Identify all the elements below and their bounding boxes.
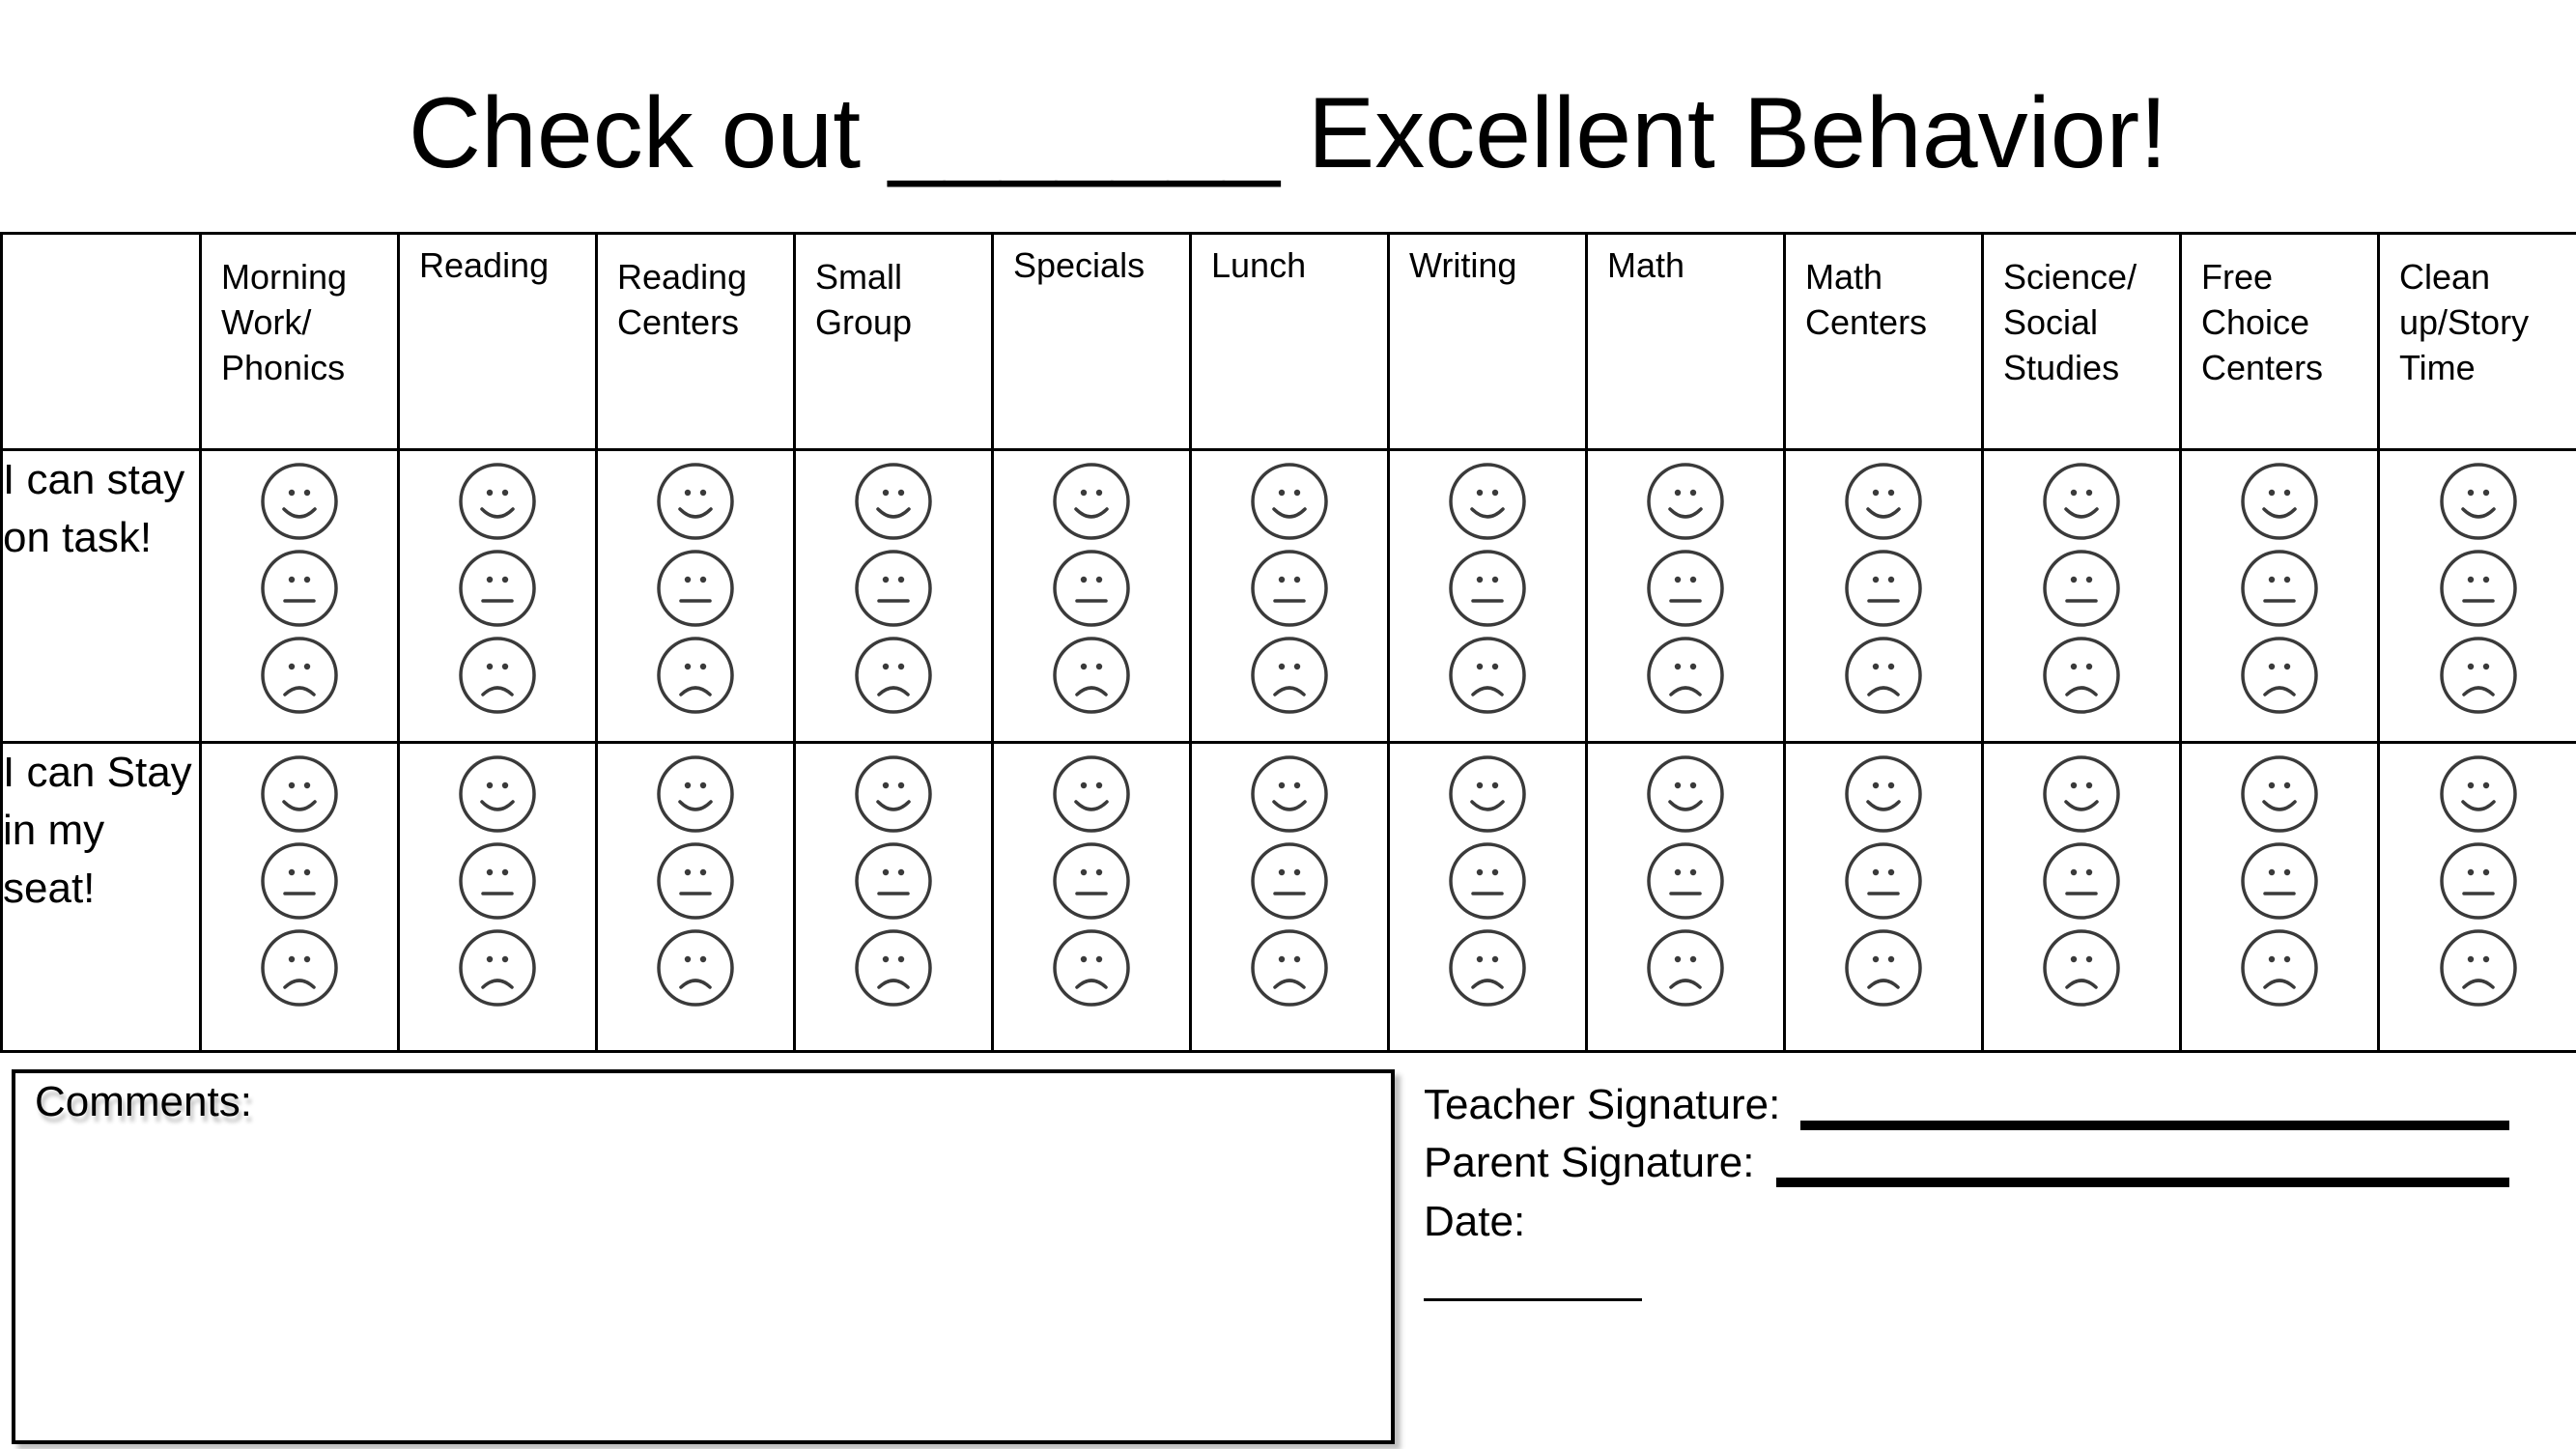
neutral-face-icon[interactable] [1843,840,1924,922]
smiley-face-icon[interactable] [853,753,934,835]
smiley-face-icon[interactable] [457,461,538,542]
smiley-face-icon[interactable] [1051,753,1132,835]
neutral-face-icon[interactable] [2438,840,2519,922]
smiley-face-icon[interactable] [1645,461,1726,542]
date-label: Date: [1424,1198,1526,1245]
rating-cell [1983,743,2181,1052]
rating-cell [1785,743,1983,1052]
frowning-face-icon[interactable] [1447,635,1528,716]
neutral-face-icon[interactable] [655,840,736,922]
neutral-face-icon[interactable] [1051,840,1132,922]
column-header-label: Science/ Social Studies [2003,257,2137,387]
neutral-face-icon[interactable] [457,548,538,629]
column-header [993,234,1191,450]
teacher-signature-line[interactable] [1800,1121,2509,1130]
parent-signature-line[interactable] [1776,1178,2509,1187]
frowning-face-icon[interactable] [457,927,538,1009]
column-header [1587,234,1785,450]
rating-cell [1587,743,1785,1052]
neutral-face-icon[interactable] [1249,840,1330,922]
neutral-face-icon[interactable] [1447,548,1528,629]
frowning-face-icon[interactable] [1843,635,1924,716]
rating-cell [1191,450,1389,743]
smiley-face-icon[interactable] [1447,753,1528,835]
rating-cell [1785,450,1983,743]
column-header-label: Math [1607,245,1685,285]
rating-cell [1191,743,1389,1052]
smiley-face-icon[interactable] [655,461,736,542]
behavior-chart [0,232,2576,1053]
frowning-face-icon[interactable] [2239,927,2320,1009]
frowning-face-icon[interactable] [853,635,934,716]
rating-cell [597,743,795,1052]
rating-cell [201,450,399,743]
column-header [795,234,993,450]
smiley-face-icon[interactable] [1249,753,1330,835]
parent-signature-label: Parent Signature: [1424,1139,1755,1186]
neutral-face-icon[interactable] [1843,548,1924,629]
frowning-face-icon[interactable] [655,927,736,1009]
neutral-face-icon[interactable] [1249,548,1330,629]
column-header-label: Free Choice Centers [2201,257,2324,387]
rating-cell [993,743,1191,1052]
date-line[interactable] [1424,1298,1642,1301]
smiley-face-icon[interactable] [2041,461,2122,542]
neutral-face-icon[interactable] [259,840,340,922]
row-label: I can Stay in my seat! [2,743,201,1052]
column-header [201,234,399,450]
neutral-face-icon[interactable] [655,548,736,629]
column-header [1389,234,1587,450]
smiley-face-icon[interactable] [259,753,340,835]
rating-cell [1587,450,1785,743]
rating-cell [1983,450,2181,743]
smiley-face-icon[interactable] [2438,461,2519,542]
neutral-face-icon[interactable] [1645,840,1726,922]
corner-cell [2,234,201,450]
smiley-face-icon[interactable] [655,753,736,835]
neutral-face-icon[interactable] [2438,548,2519,629]
page-title: Check out _______ Excellent Behavior! [408,77,2168,189]
smiley-face-icon[interactable] [457,753,538,835]
neutral-face-icon[interactable] [853,548,934,629]
neutral-face-icon[interactable] [1051,548,1132,629]
rating-cell [399,743,597,1052]
frowning-face-icon[interactable] [1051,927,1132,1009]
rating-cell [399,450,597,743]
frowning-face-icon[interactable] [1645,635,1726,716]
frowning-face-icon[interactable] [1645,927,1726,1009]
smiley-face-icon[interactable] [1447,461,1528,542]
smiley-face-icon[interactable] [259,461,340,542]
rating-cell [795,743,993,1052]
frowning-face-icon[interactable] [655,635,736,716]
smiley-face-icon[interactable] [1249,461,1330,542]
row-label: I can stay on task! [2,450,201,743]
frowning-face-icon[interactable] [2438,635,2519,716]
frowning-face-icon[interactable] [1447,927,1528,1009]
frowning-face-icon[interactable] [2438,927,2519,1009]
column-header [2181,234,2379,450]
rating-cell [2379,450,2576,743]
frowning-face-icon[interactable] [2041,635,2122,716]
rating-cell [2181,743,2379,1052]
frowning-face-icon[interactable] [1249,635,1330,716]
smiley-face-icon[interactable] [853,461,934,542]
smiley-face-icon[interactable] [2239,461,2320,542]
comments-box[interactable] [12,1069,1395,1444]
smiley-face-icon[interactable] [1843,461,1924,542]
neutral-face-icon[interactable] [1645,548,1726,629]
column-header [597,234,795,450]
smiley-face-icon[interactable] [2239,753,2320,835]
smiley-face-icon[interactable] [1645,753,1726,835]
frowning-face-icon[interactable] [1249,927,1330,1009]
frowning-face-icon[interactable] [1843,927,1924,1009]
column-header-label: Morning Work/ Phonics [221,257,348,387]
frowning-face-icon[interactable] [2239,635,2320,716]
rating-cell [993,450,1191,743]
column-header [399,234,597,450]
rating-cell [597,450,795,743]
smiley-face-icon[interactable] [2438,753,2519,835]
neutral-face-icon[interactable] [457,840,538,922]
neutral-face-icon[interactable] [1447,840,1528,922]
frowning-face-icon[interactable] [457,635,538,716]
comments-label: Comments: [35,1078,252,1125]
smiley-face-icon[interactable] [2041,753,2122,835]
rating-cell [1389,450,1587,743]
rating-cell [2181,450,2379,743]
rating-cell [1389,743,1587,1052]
column-header-label: Specials [1013,245,1146,285]
rating-cell [795,450,993,743]
neutral-face-icon[interactable] [259,548,340,629]
rating-cell [201,743,399,1052]
column-header [1785,234,1983,450]
frowning-face-icon[interactable] [853,927,934,1009]
frowning-face-icon[interactable] [1051,635,1132,716]
frowning-face-icon[interactable] [2041,927,2122,1009]
frowning-face-icon[interactable] [259,635,340,716]
column-header-label: Lunch [1211,245,1307,285]
behavior-row [2,743,2576,1052]
frowning-face-icon[interactable] [259,927,340,1009]
column-header-label: Writing [1409,245,1517,285]
neutral-face-icon[interactable] [2041,548,2122,629]
neutral-face-icon[interactable] [2041,840,2122,922]
smiley-face-icon[interactable] [1843,753,1924,835]
column-header-label: Math Centers [1805,257,1928,342]
neutral-face-icon[interactable] [2239,840,2320,922]
column-header-label: Clean up/Story Time [2399,257,2530,387]
neutral-face-icon[interactable] [2239,548,2320,629]
column-header-label: Reading Centers [617,257,748,342]
smiley-face-icon[interactable] [1051,461,1132,542]
behavior-row [2,450,2576,743]
column-header [2379,234,2576,450]
column-header-label: Small Group [815,257,913,342]
teacher-signature-label: Teacher Signature: [1424,1081,1781,1128]
rating-cell [2379,743,2576,1052]
column-header [1983,234,2181,450]
neutral-face-icon[interactable] [853,840,934,922]
column-header-label: Reading [419,245,550,285]
column-header [1191,234,1389,450]
